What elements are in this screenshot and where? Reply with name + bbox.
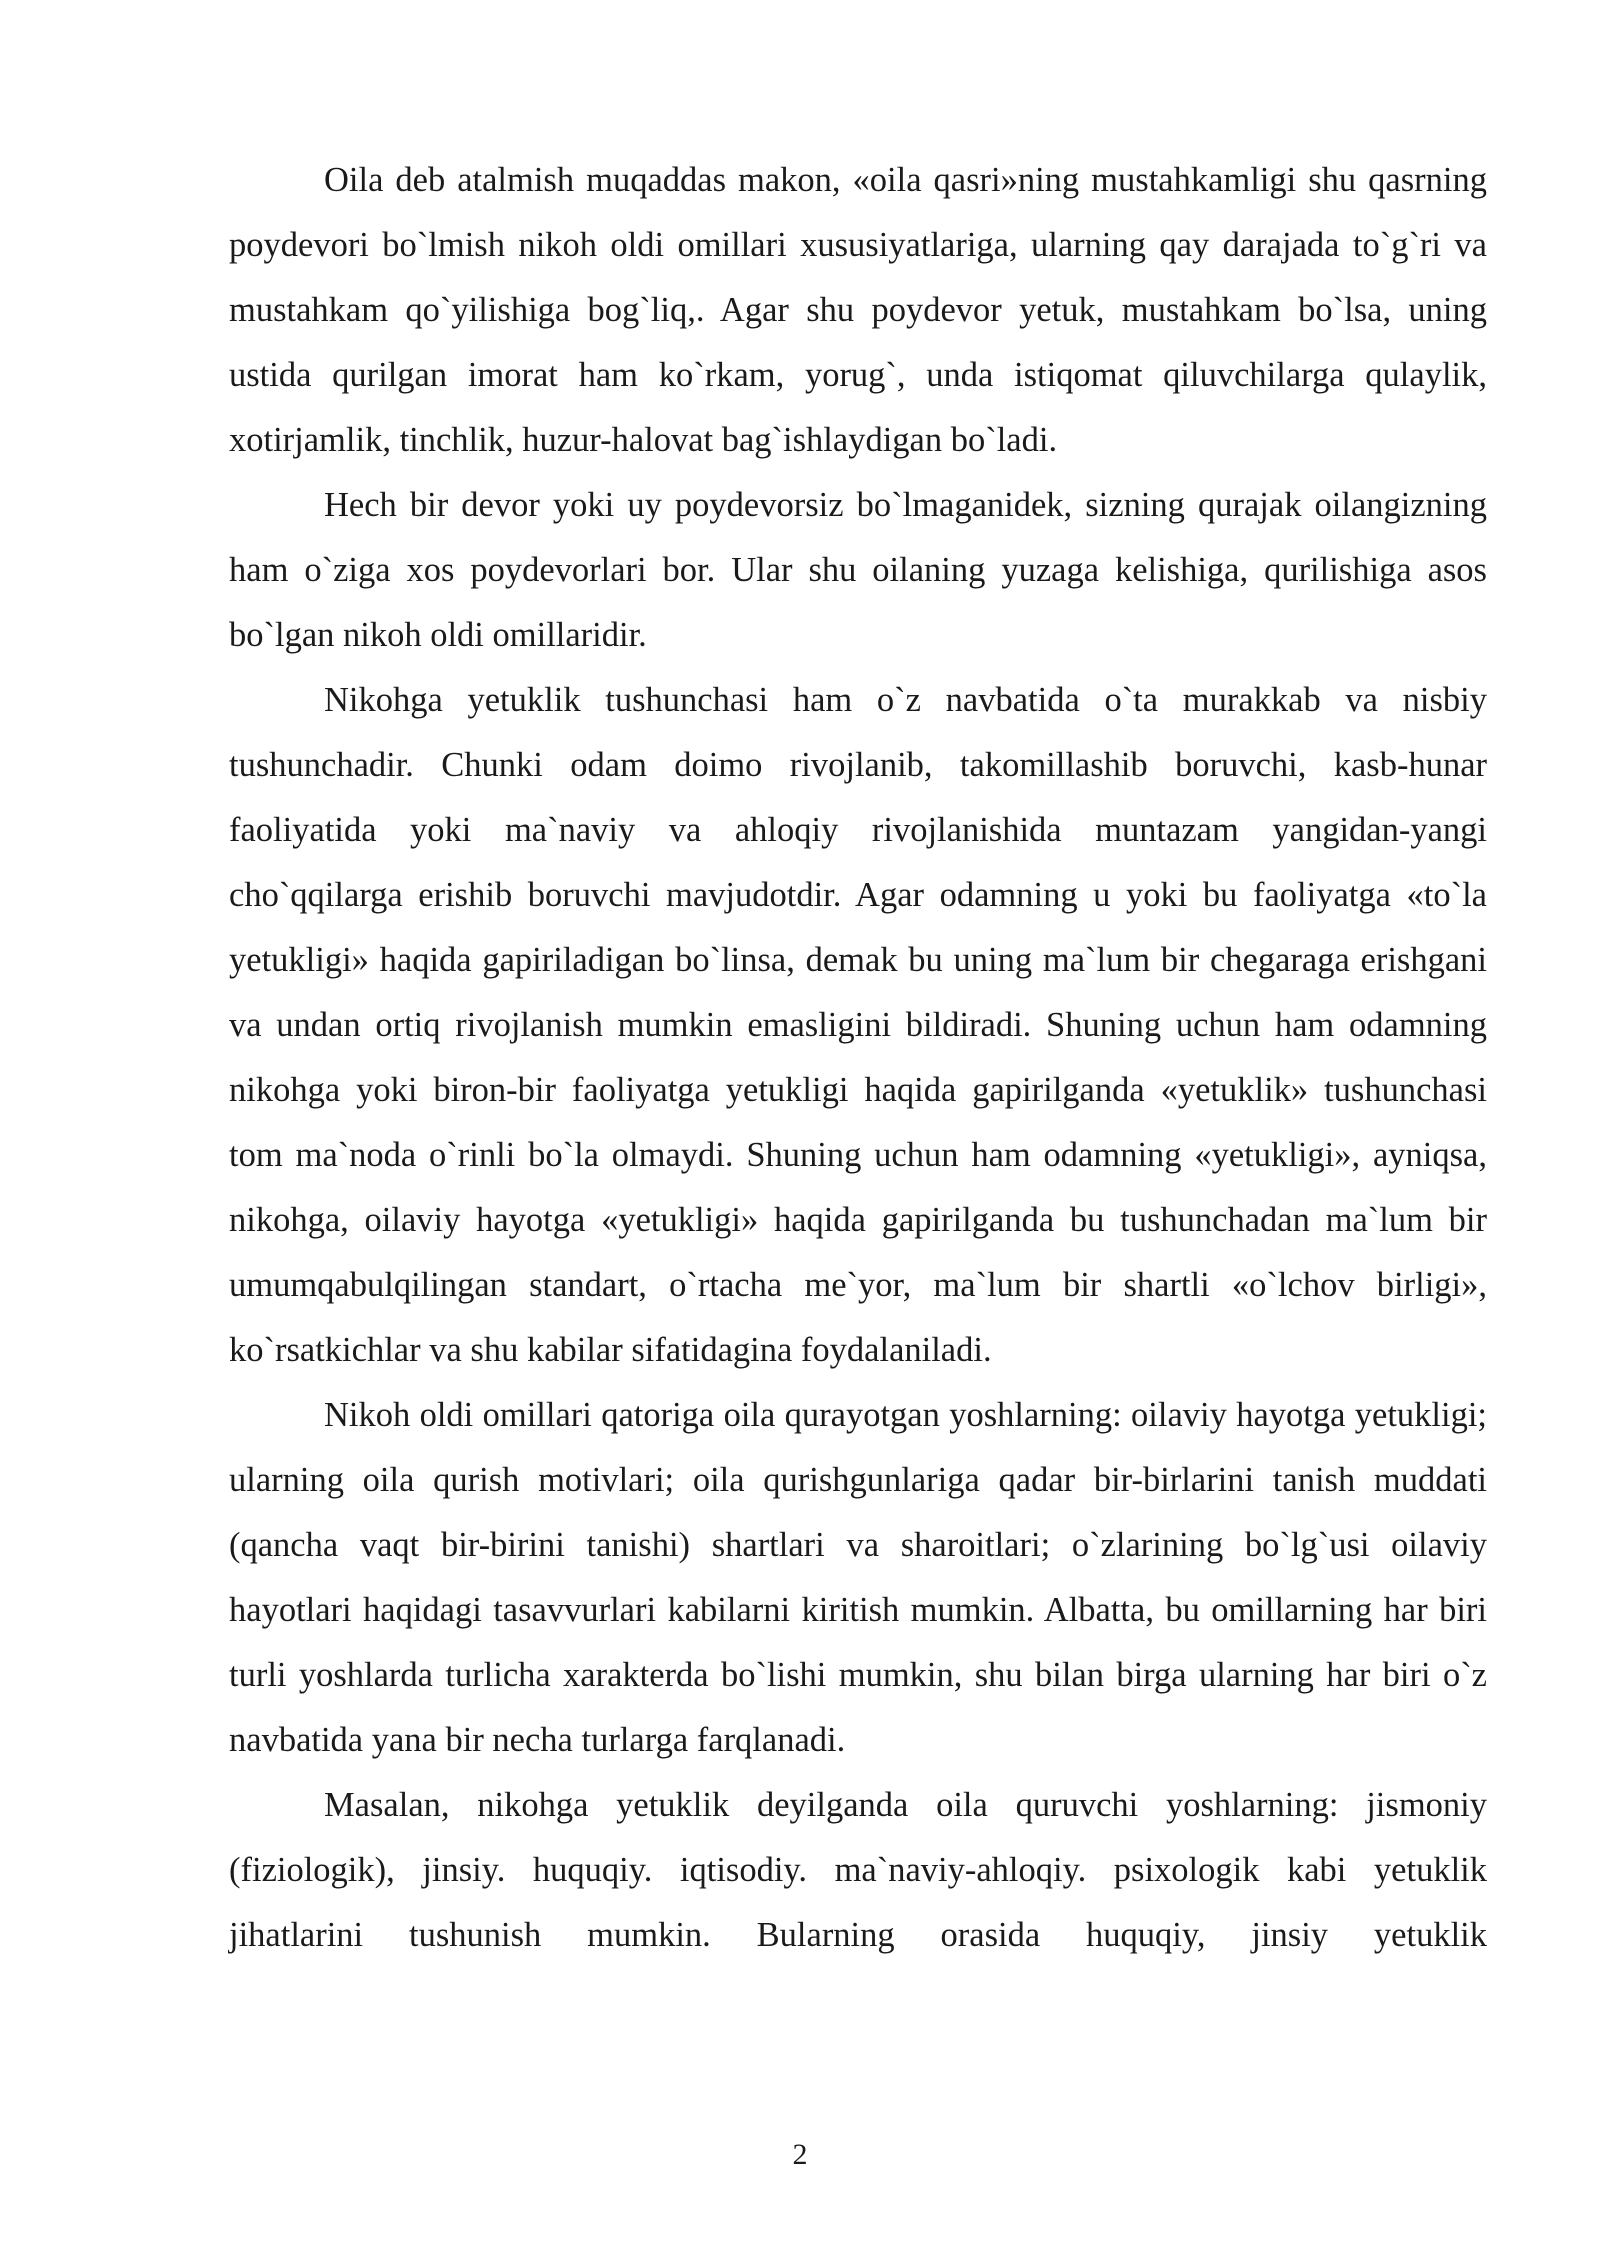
paragraph-5: Masalan, nikohga yetuklik deyilganda oila quruvchi yoshlarning: jismoniy (fiziologik), jinsiy. huquqiy. iqtisodiy. ma`naviy-ahloqiy. psixologik kabi yetuklik jihatlarini tushunish mumkin. Bularning orasida huquqiy, jinsiy yetuklik <box>229 1786 1487 1954</box>
page-number: 2 <box>792 2138 808 2171</box>
paragraph-3: Nikohga yetuklik tushunchasi ham o`z navbatida o`ta murakkab va nisbiy tushunchadir. Chunki odam doimo rivojlanib, takomillashib boruvchi, kasb-hunar faoliyatida yoki ma`naviy va ahloqiy rivojlanishida muntazam yangidan-yangi cho`qqilarga erishib boruvchi mavjudotdir. Agar odamning u yoki bu faoliyatga «to`la yetukligi» haqida gapiriladigan bo`linsa, demak bu uning ma`lum bir chegaraga erishgani va undan ortiq rivojlanish mumkin emasligini bildiradi. Shuning uchun ham odamning nikohga yoki biron-bir faoliyatga yetukligi haqida gapirilganda «yetuklik» tushunchasi tom ma`noda o`rinli bo`la olmaydi. Shuning uchun ham odamning «yetukligi», ayniqsa, nikohga, oilaviy hayotga «yetukligi» haqida gapirilganda bu tushunchadan ma`lum bir umumqabulqilingan standart, o`rtacha me`yor, ma`lum bir shartli «o`lchov birligi», ko`rsatkichlar va shu kabilar sifatidagina foydalaniladi. <box>229 681 1487 1369</box>
document-body <box>229 148 1487 1968</box>
paragraph-2: Hech bir devor yoki uy poydevorsiz bo`lmaganidek, sizning qurajak oilangizning ham o`ziga xos poydevorlari bor. Ular shu oilaning yuzaga kelishiga, qurilishiga asos bo`lgan nikoh oldi omillaridir. <box>229 486 1487 654</box>
paragraph-4: Nikoh oldi omillari qatoriga oila qurayotgan yoshlarning: oilaviy hayotga yetukligi; ularning oila qurish motivlari; oila qurishgunlariga qadar bir-birlarini tanish muddati (qancha vaqt bir-birini tanishi) shartlari va sharoitlari; o`zlarining bo`lg`usi oilaviy hayotlari haqidagi tasavvurlari kabilarni kiritish mumkin. Albatta, bu omillarning har biri turli yoshlarda turlicha xarakterda bo`lishi mumkin, shu bilan birga ularning har biri o`z navbatida yana bir necha turlarga farqlanadi. <box>229 1396 1487 1759</box>
paragraph-1: Oila deb atalmish muqaddas makon, «oila qasri»ning mustahkamligi shu qasrning poydevori bo`lmish nikoh oldi omillari xususiyatlariga, ularning qay darajada to`g`ri va mustahkam qo`yilishiga bog`liq,. Agar shu poydevor yetuk, mustahkam bo`lsa, uning ustida qurilgan imorat ham ko`rkam, yorug`, unda istiqomat qiluvchilarga qulaylik, xotirjamlik, tinchlik, huzur-halovat bag`ishlaydigan bo`ladi. <box>229 161 1487 459</box>
